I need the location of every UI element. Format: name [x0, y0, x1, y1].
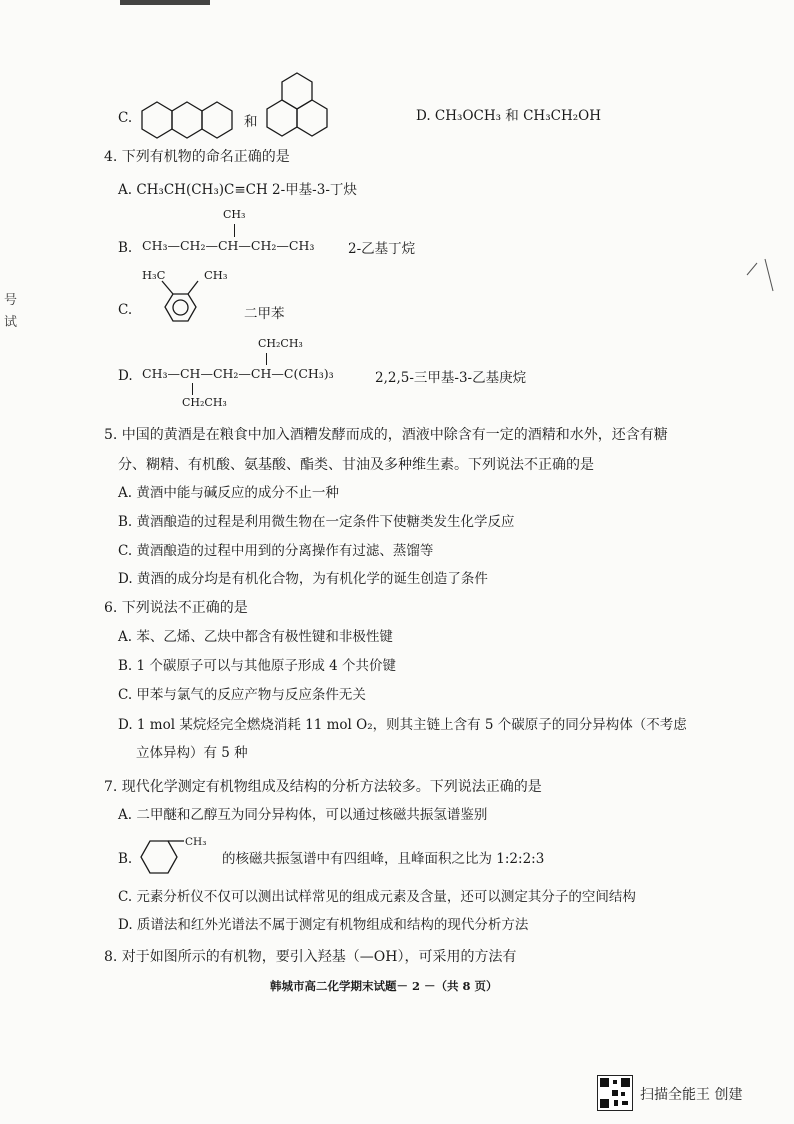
- binding-margin-text: 号 试: [4, 293, 18, 330]
- q4-option-c-ch3: CH₃: [204, 268, 228, 282]
- q4-option-d-chain: CH₃—CH—CH₂—CH—C(CH₃)₃: [142, 366, 334, 381]
- q4-option-d-label: D.: [118, 368, 133, 384]
- q6-option-b: B. 1 个碳原子可以与其他原子形成 4 个共价键: [118, 658, 397, 674]
- scanner-watermark: 扫描全能王 创建: [640, 1087, 743, 1103]
- q7-methylcyclohexane-structure: [138, 836, 218, 878]
- q4-stem: 4. 下列有机物的命名正确的是: [104, 149, 290, 165]
- q8-stem: 8. 对于如图所示的有机物，要引入羟基（—OH），可采用的方法有: [104, 949, 517, 965]
- q4-option-d-top-bond: [266, 353, 267, 365]
- q4-option-b-bond: [234, 224, 235, 237]
- q5-option-b: B. 黄酒酿造的过程是利用微生物在一定条件下使糖类发生化学反应: [118, 514, 515, 530]
- q4-option-c-name: 二甲苯: [244, 306, 285, 322]
- q7-option-d: D. 质谱法和红外光谱法不属于测定有机物组成和结构的现代分析方法: [118, 917, 529, 933]
- q4-option-d-top-branch: CH₂CH₃: [258, 337, 303, 350]
- q4-option-c-label: C.: [118, 302, 133, 318]
- q4-option-b-name: 2-乙基丁烷: [348, 241, 416, 257]
- q4-option-d-bottom-branch: CH₂CH₃: [182, 396, 227, 409]
- q4-option-a: A. CH₃CH(CH₃)C≡CH 2-甲基-3-丁炔: [118, 182, 357, 198]
- q6-option-c: C. 甲苯与氯气的反应产物与反应条件无关: [118, 687, 366, 703]
- page-footer: 韩城市高二化学期末试题－ 2 －（共 8 页）: [270, 979, 498, 993]
- q3-and-connector: 和: [244, 114, 258, 130]
- q4-option-b-chain: CH₃—CH₂—CH—CH₂—CH₃: [142, 238, 315, 253]
- q6-option-d-line2: 立体异构）有 5 种: [136, 745, 248, 761]
- q4-option-d-name: 2,2,5-三甲基-3-乙基庚烷: [375, 370, 527, 386]
- q3-phenalene-structure: [264, 70, 334, 140]
- q7-option-b-label: B.: [118, 851, 133, 867]
- q7-option-a: A. 二甲醚和乙醇互为同分异构体，可以通过核磁共振氢谱鉴别: [118, 807, 488, 823]
- q7-option-b-text: 的核磁共振氢谱中有四组峰，且峰面积之比为 1:2:2:3: [222, 851, 545, 867]
- scan-edge-mark: [745, 255, 785, 315]
- q6-stem: 6. 下列说法不正确的是: [104, 600, 248, 616]
- q5-stem-line1: 5. 中国的黄酒是在粮食中加入酒糟发酵而成的，酒液中除含有一定的酒精和水外，还含有糖: [104, 427, 668, 443]
- q3-option-c-label: C.: [118, 110, 133, 126]
- q4-option-c-h3c: H₃C: [142, 268, 166, 282]
- q4-option-b-branch: CH₃: [223, 208, 246, 221]
- q7-option-c: C. 元素分析仪不仅可以测出试样常见的组成元素及含量，还可以测定其分子的空间结构: [118, 889, 636, 905]
- q5-option-d: D. 黄酒的成分均是有机化合物，为有机化学的诞生创造了条件: [118, 571, 488, 587]
- q4-option-b-label: B.: [118, 240, 133, 256]
- q6-option-a: A. 苯、乙烯、乙炔中都含有极性键和非极性键: [118, 629, 393, 645]
- q3-anthracene-structure: [140, 100, 240, 140]
- q5-stem-line2: 分、糊精、有机酸、氨基酸、酯类、甘油及多种维生素。下列说法不正确的是: [118, 457, 594, 473]
- qr-code-icon: [597, 1075, 633, 1111]
- q7-stem: 7. 现代化学测定有机物组成及结构的分析方法较多。下列说法正确的是: [104, 779, 542, 795]
- q6-option-d-line1: D. 1 mol 某烷烃完全燃烧消耗 11 mol O₂，则其主链上含有 5 个碳原子的同分异构体（不考虑: [118, 717, 687, 733]
- q5-option-c: C. 黄酒酿造的过程中用到的分离操作有过滤、蒸馏等: [118, 543, 434, 559]
- q3-option-d: D. CH₃OCH₃ 和 CH₃CH₂OH: [416, 108, 601, 124]
- q7-option-b-ch3: CH₃: [185, 836, 207, 848]
- top-scan-artifact: [120, 0, 210, 5]
- q5-option-a: A. 黄酒中能与碱反应的成分不止一种: [118, 485, 339, 501]
- q4-option-d-bottom-bond: [192, 383, 193, 395]
- q4-xylene-structure: [140, 266, 260, 336]
